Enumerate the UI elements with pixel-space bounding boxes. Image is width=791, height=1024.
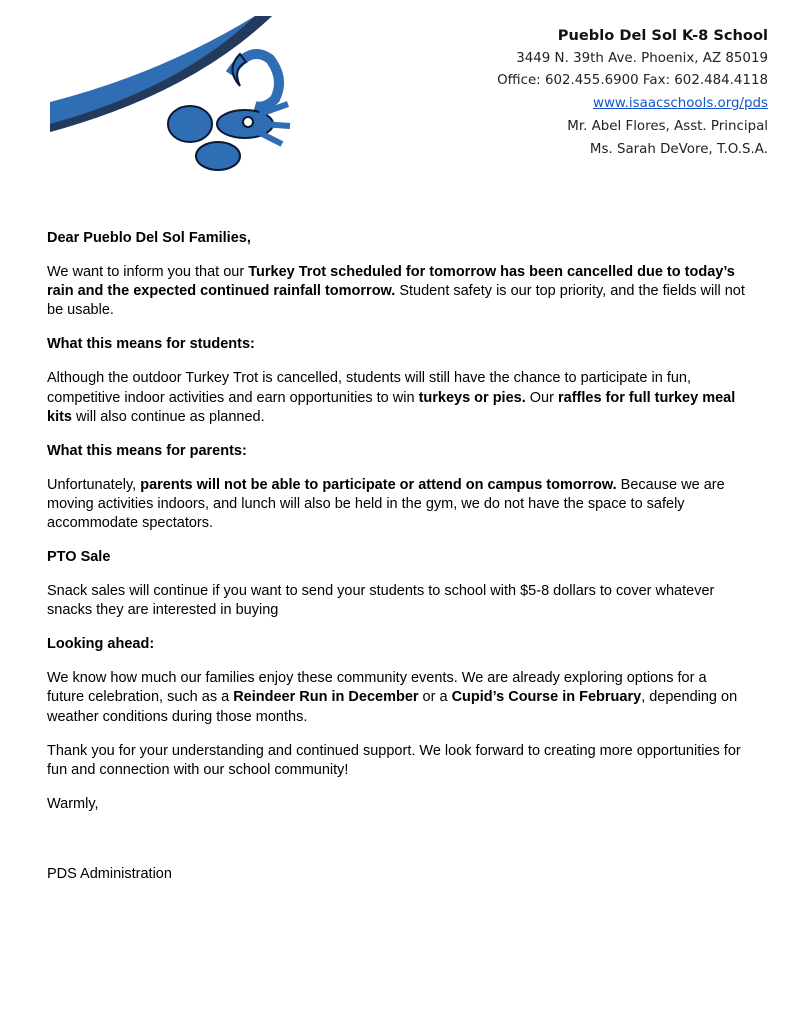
school-website-link[interactable]: www.isaacschools.org/pds [593, 96, 768, 112]
school-name: Pueblo Del Sol K-8 School [557, 27, 768, 44]
closing: Warmly, [47, 795, 99, 812]
greeting: Dear Pueblo Del Sol Families, [47, 230, 251, 246]
heading-parents: What this means for parents: [47, 442, 247, 459]
paragraph-ahead: We know how much our families enjoy these community events. We are already exploring options for a future celebration, such as a Reindeer Run in December or a Cupid’s Course in February, depending on weather conditions during those months. [47, 670, 738, 725]
paragraph-cancellation: We want to inform you that our Turkey Trot scheduled for tomorrow has been cancelled due to today’s rain and the expected continued rainfall tomorrow. Student safety is our top priority, and the fields will not be usable. [47, 263, 745, 319]
heading-pto: PTO Sale [47, 549, 111, 566]
staff-line: Ms. Sarah DeVore, T.O.S.A. [589, 141, 768, 157]
school-letterhead [497, 25, 768, 161]
staff-line: Mr. Abel Flores, Asst. Principal [567, 118, 768, 134]
letter-body [47, 229, 747, 899]
heading-students: What this means for students: [47, 336, 255, 353]
paragraph-thanks: Thank you for your understanding and continued support. We look forward to creating more opportunities for fun and connection with our school community! [47, 742, 741, 778]
paragraph-students: Although the outdoor Turkey Trot is cancelled, students will still have the chance to participate in fun, competitive indoor activities and earn opportunities to win turkeys or pies. Our raffles for full turkey meal kits will also continue as planned. [47, 370, 736, 425]
signature: PDS Administration [47, 865, 172, 882]
paragraph-parents: Unfortunately, parents will not be able to participate or attend on campus tomorrow. Because we are moving activities indoors, and lunch will also be held in the gym, we do not have the space to safely accommodate spectators. [47, 476, 725, 532]
school-address: 3449 N. 39th Ave. Phoenix, AZ 85019 [516, 50, 768, 66]
heading-ahead: Looking ahead: [47, 636, 155, 653]
scorpion-mascot-logo [50, 14, 300, 176]
school-phone-fax: Office: 602.455.6900 Fax: 602.484.4118 [497, 73, 768, 89]
paragraph-pto: Snack sales will continue if you want to send your students to school with $5-8 dollars to cover whatever snacks they are interested in buying [47, 583, 715, 619]
